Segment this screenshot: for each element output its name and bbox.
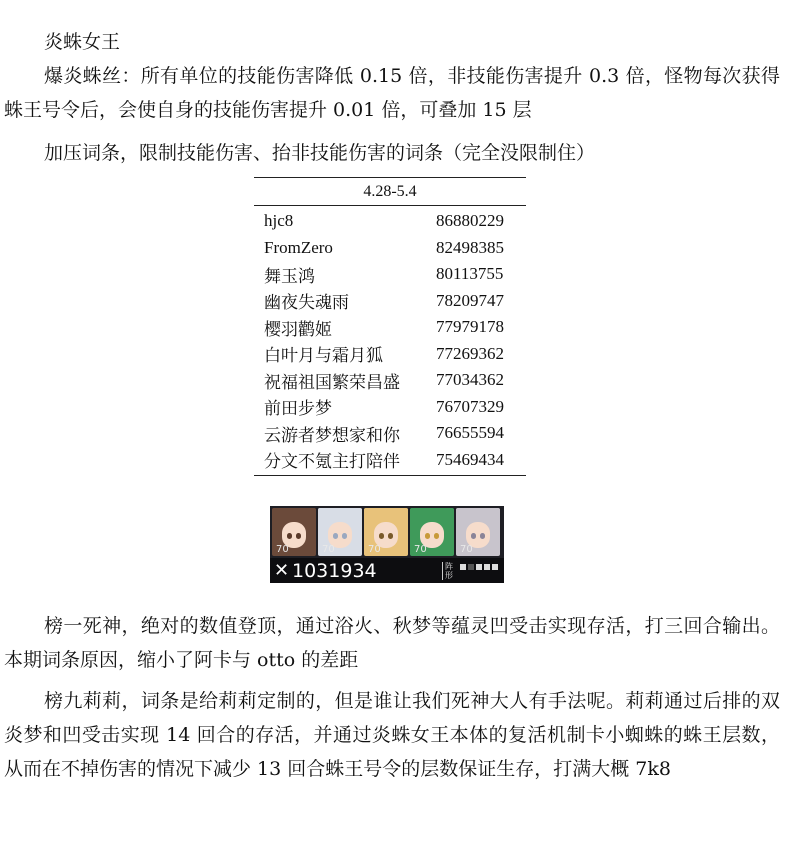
portrait-eye	[388, 533, 393, 539]
table-row	[254, 341, 526, 368]
table-row	[254, 394, 526, 421]
formation-grid-icon	[460, 564, 498, 570]
player-name: 祝福祖国繁荣昌盛	[264, 372, 400, 392]
player-score: 76655594	[436, 423, 504, 443]
table-row	[254, 208, 526, 235]
table-row	[254, 447, 526, 474]
formation-slot	[476, 564, 482, 570]
player-name: 云游者梦想家和你	[264, 425, 400, 445]
player-name: 白叶月与霜月狐	[264, 346, 383, 366]
character-level: 70	[368, 544, 381, 555]
character-portrait	[364, 508, 408, 556]
ranking-table	[254, 177, 526, 476]
team-score-bar	[270, 558, 504, 583]
team-screenshot	[270, 506, 504, 583]
ranking-date-range: 4.28-5.4	[254, 178, 526, 206]
formation-slot	[484, 564, 490, 570]
player-name: 分文不氪主打陪伴	[264, 452, 400, 472]
table-row	[254, 367, 526, 394]
character-level: 70	[322, 544, 335, 555]
formation-slot	[492, 564, 498, 570]
formation-tag: 阵形	[442, 562, 455, 580]
portrait-eye	[425, 533, 430, 539]
player-score: 80113755	[436, 264, 504, 284]
analysis-rank-nine: 榜九莉莉，词条是给莉莉定制的，但是谁让我们死神大人有手法呢。莉莉通过后排的双炎梦和凹受击实现 14 回合的存活，并通过炎蛛女王本体的复活机制卡小蜘蛛的蛛王层数，从而在不掉伤害的情况下减少 13 回合蛛王号令的层数保证生存，打满大概 7k8	[4, 690, 780, 780]
table-row	[254, 261, 526, 288]
section-title: 炎蛛女王	[44, 31, 121, 53]
portrait-eye	[480, 533, 485, 539]
portrait-eye	[296, 533, 301, 539]
player-name: 舞玉鸿	[264, 266, 315, 286]
analysis-rank-one: 榜一死神，绝对的数值登顶，通过浴火、秋梦等蕴灵凹受击实现存活，打三回合输出。本期词条原因，缩小了阿卡与 otto 的差距	[4, 615, 780, 671]
character-portrait	[410, 508, 454, 556]
character-portrait	[272, 508, 316, 556]
character-level: 70	[414, 544, 427, 555]
character-portrait	[456, 508, 500, 556]
portrait-eye	[379, 533, 384, 539]
player-score: 86880229	[436, 211, 504, 231]
player-score: 77269362	[436, 343, 504, 363]
formation-slot	[468, 564, 474, 570]
table-row	[254, 420, 526, 447]
character-level: 70	[460, 544, 473, 555]
portrait-eye	[287, 533, 292, 539]
player-name: 前田步梦	[264, 399, 332, 419]
team-portraits	[272, 508, 500, 556]
character-level: 70	[276, 544, 289, 555]
portrait-eye	[333, 533, 338, 539]
formation-slot	[460, 564, 466, 570]
player-score: 82498385	[436, 237, 504, 257]
portrait-eye	[471, 533, 476, 539]
player-name: 樱羽鹳姬	[264, 319, 332, 339]
affix-description: 爆炎蛛丝：所有单位的技能伤害降低 0.15 倍，非技能伤害提升 0.3 倍，怪物每次获得蛛王号令后，会使自身的技能伤害提升 0.01 倍，可叠加 15 层	[4, 65, 780, 121]
player-name: 幽夜失魂雨	[264, 293, 349, 313]
table-row	[254, 288, 526, 315]
crossed-swords-icon: ✕	[274, 560, 290, 581]
player-score: 77034362	[436, 370, 504, 390]
portrait-eye	[342, 533, 347, 539]
affix-comment: 加压词条，限制技能伤害、抬非技能伤害的词条（完全没限制住）	[44, 142, 596, 164]
table-row	[254, 314, 526, 341]
player-name: hjc8	[264, 211, 294, 231]
player-score: 78209747	[436, 290, 504, 310]
table-row	[254, 235, 526, 262]
player-score: 75469434	[436, 449, 504, 469]
player-name: FromZero	[264, 237, 333, 257]
player-score: 77979178	[436, 317, 504, 337]
player-score: 76707329	[436, 396, 504, 416]
portrait-eye	[434, 533, 439, 539]
character-portrait	[318, 508, 362, 556]
team-score: 1031934	[292, 560, 377, 582]
